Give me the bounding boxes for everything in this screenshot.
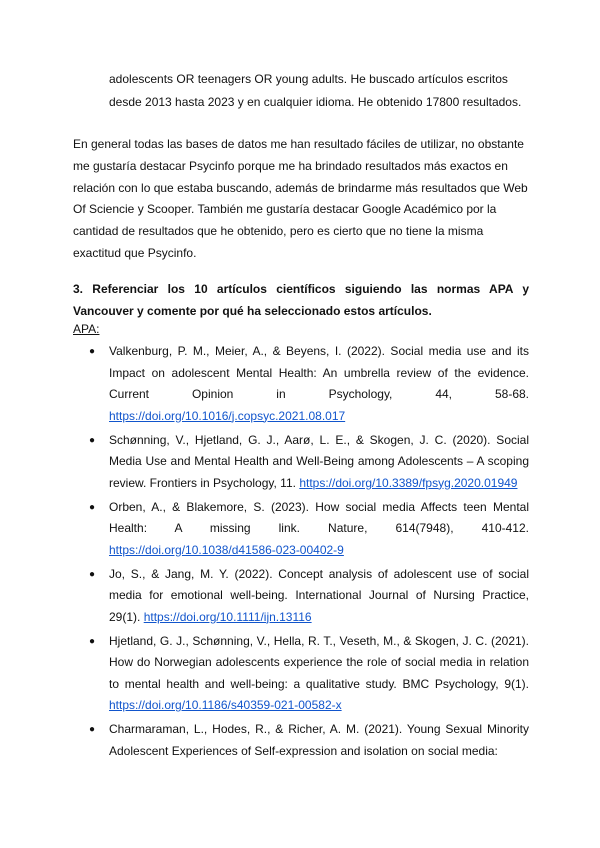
doi-link[interactable]: https://doi.org/10.1186/s40359-021-00582-x	[109, 698, 342, 712]
database-evaluation-paragraph: En general todas las bases de datos me han resultado fáciles de utilizar, no obstante me gustaría destacar Psycinfo porque me ha brindado resultados más exactos en relación con lo que estaba buscando, además de brindarme más resultados que Web Of Sciencie y Scooper. También me gustaría destacar Google Académico por la cantidad de resultados que he obtenido, pero es cierto que no tiene la misma exactitud que Psycinfo.	[73, 137, 528, 260]
reference-text: Orben, A., & Blakemore, S. (2023). How social media Affects teen Mental Health: A missing link. Nature, 614(7948), 410-412.	[109, 499, 529, 535]
reference-text: Charmaraman, L., Hodes, R., & Richer, A. M. (2021). Young Sexual Minority Adolescent Experiences of Self-expression and isolation on social media:	[109, 722, 529, 758]
bullet-icon: ●	[89, 501, 96, 513]
reference-item	[89, 497, 529, 562]
reference-item	[89, 631, 529, 717]
bullet-icon: ●	[89, 724, 96, 735]
bullet-icon: ●	[89, 568, 96, 580]
doi-link[interactable]: https://doi.org/10.1038/d41586-023-00402-9	[109, 542, 344, 557]
section-heading: 3. Referenciar los 10 artículos científicos siguiendo las normas APA y Vancouver y comente por qué ha seleccionado estos artículos.	[73, 282, 529, 318]
bullet-icon: ●	[89, 434, 96, 446]
reference-text: Jo, S., & Jang, M. Y. (2022). Concept analysis of adolescent use of social media for emotional well-being. International Journal of Nursing Practice, 29(1).	[109, 566, 529, 624]
reference-item	[89, 341, 529, 427]
bullet-icon: ●	[89, 346, 96, 357]
reference-text: Schønning, V., Hjetland, G. J., Aarø, L. E., & Skogen, J. C. (2020). Social Media Use and Mental Health and Well-Being among Adolescents – A scoping review. Frontiers in Psychology, 11.	[109, 432, 529, 490]
reference-item	[89, 564, 529, 629]
reference-text: Hjetland, G. J., Schønning, V., Hella, R. T., Veseth, M., & Skogen, J. C. (2021). How do Norwegian adolescents experience the role of social media in relation to mental health and well-being: a qualitative study. BMC Psychology, 9(1).	[109, 633, 529, 691]
reference-list	[89, 341, 529, 765]
doi-link[interactable]: https://doi.org/10.1111/ijn.13116	[143, 609, 312, 624]
reference-item	[89, 430, 529, 495]
doi-link[interactable]: https://doi.org/10.1016/j.copsyc.2021.08.017	[109, 408, 346, 423]
bullet-icon: ●	[89, 635, 96, 647]
reference-item	[89, 719, 529, 762]
reference-text: Valkenburg, P. M., Meier, A., & Beyens, I. (2022). Social media use and its Impact on adolescent Mental Health: An umbrella review of the evidence. Current Opinion in Psychology, 44, 58-68.	[109, 344, 529, 401]
doi-link[interactable]: https://doi.org/10.3389/fpsyg.2020.01949	[299, 475, 518, 490]
apa-label: APA:	[73, 322, 100, 336]
search-continuation-text: adolescents OR teenagers OR young adults. He buscado artículos escritos desde 2013 hasta 2023 y en cualquier idioma. He obtenido 17800 resultados.	[109, 72, 522, 109]
